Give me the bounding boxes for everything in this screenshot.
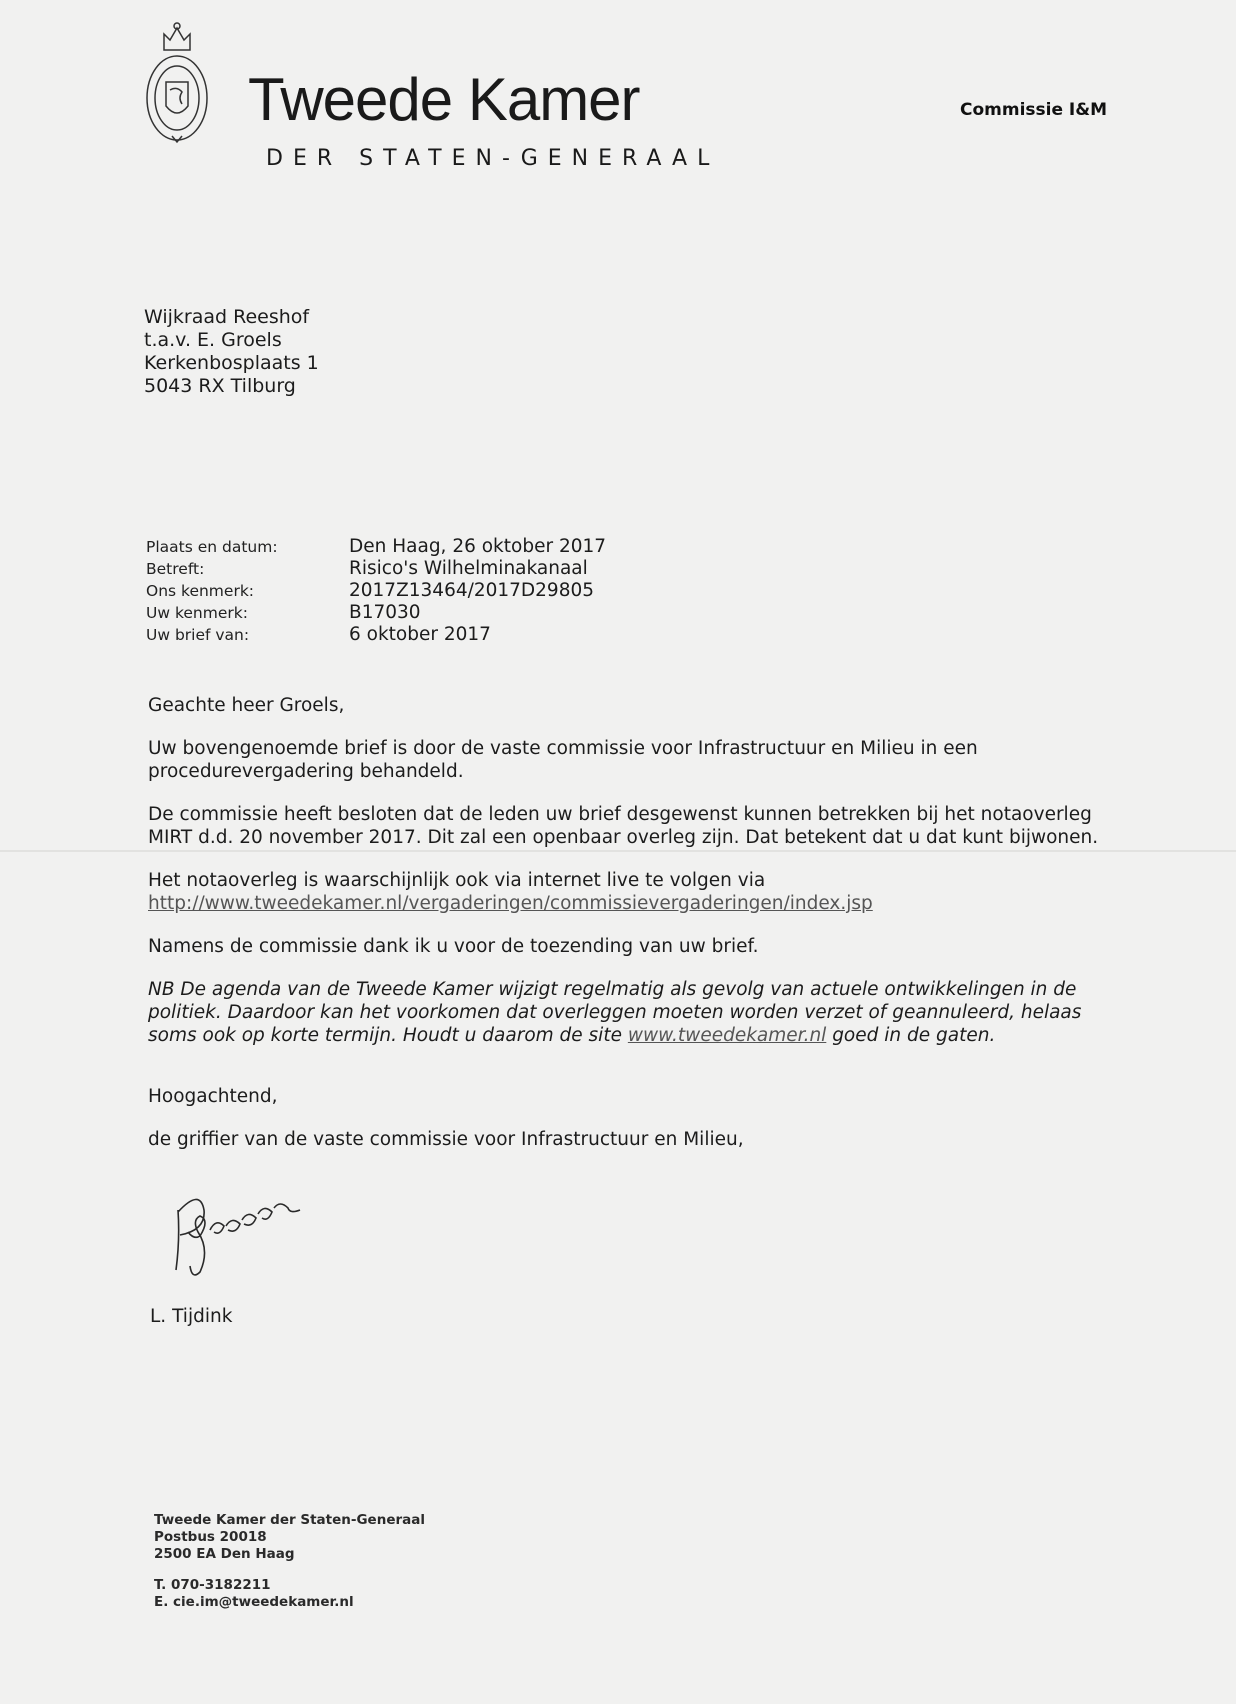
closing: Hoogachtend,: [148, 1086, 278, 1107]
recipient-line: Kerkenbosplaats 1: [144, 352, 319, 374]
meta-label: Plaats en datum:: [146, 538, 278, 556]
handwritten-signature: [170, 1180, 340, 1280]
nb-line: politiek. Daardoor kan het voorkomen dat overleggen moeten worden verzet of geannuleerd, helaas: [148, 1002, 1082, 1023]
sender-footer: [154, 1512, 425, 1611]
paragraph-line: procedurevergadering behandeld.: [148, 761, 464, 782]
coat-of-arms-icon: [142, 20, 212, 144]
signatory-name: L. Tijdink: [150, 1306, 233, 1327]
meta-label: Uw kenmerk:: [146, 604, 248, 622]
meta-label: Uw brief van:: [146, 626, 250, 644]
paragraph-line: MIRT d.d. 20 november 2017. Dit zal een openbaar overleg zijn. Dat betekent dat u dat kunt bijwonen.: [148, 827, 1099, 848]
nb-line: NB De agenda van de Tweede Kamer wijzigt regelmatig als gevolg van actuele ontwikkelingen in de: [148, 979, 1077, 1000]
meta-row: [146, 624, 606, 646]
letterhead-title: Tweede Kamer: [248, 66, 640, 133]
paragraph-line: Namens de commissie dank ik u voor de toezending van uw brief.: [148, 936, 759, 957]
footer-postbus: Postbus 20018: [154, 1529, 267, 1545]
letterhead-subtitle: DER STATEN-GENERAAL: [266, 146, 720, 171]
website-link[interactable]: www.tweedekamer.nl: [627, 1025, 827, 1046]
letter-body: [148, 694, 1148, 1151]
meta-label: Ons kenmerk:: [146, 582, 255, 600]
meta-row: [146, 558, 606, 580]
meta-row: [146, 602, 606, 624]
signatory-role: de griffier van de vaste commissie voor Infrastructuur en Milieu,: [148, 1129, 744, 1150]
meta-value: Risico's Wilhelminakanaal: [349, 558, 588, 579]
committee-meetings-link[interactable]: http://www.tweedekamer.nl/vergaderingen/commissievergaderingen/index.jsp: [148, 893, 873, 914]
paragraph-line: Het notaoverleg is waarschijnlijk ook via internet live te volgen via: [148, 870, 766, 891]
meta-value: 2017Z13464/2017D29805: [349, 580, 595, 601]
recipient-line: Wijkraad Reeshof: [144, 306, 310, 328]
recipient-line: 5043 RX Tilburg: [144, 375, 296, 397]
salutation: Geachte heer Groels,: [148, 695, 345, 716]
meta-row: [146, 536, 606, 558]
footer-phone: T. 070-3182211: [154, 1577, 271, 1593]
reference-block: [146, 536, 606, 646]
paragraph-line: Uw bovengenoemde brief is door de vaste commissie voor Infrastructuur en Milieu in een: [148, 738, 978, 759]
meta-row: [146, 580, 606, 602]
paragraph-line: De commissie heeft besloten dat de leden uw brief desgewenst kunnen betrekken bij het notaoverleg: [148, 804, 1092, 825]
committee-label: Commissie I&M: [960, 100, 1107, 120]
nb-line-end: goed in de gaten.: [826, 1025, 996, 1046]
meta-value: 6 oktober 2017: [349, 624, 491, 645]
meta-value: B17030: [349, 602, 421, 623]
footer-city: 2500 EA Den Haag: [154, 1546, 295, 1562]
footer-email: E. cie.im@tweedekamer.nl: [154, 1594, 354, 1610]
meta-label: Betreft:: [146, 560, 205, 578]
footer-org: Tweede Kamer der Staten-Generaal: [154, 1512, 425, 1528]
recipient-address: [144, 306, 319, 398]
meta-value: Den Haag, 26 oktober 2017: [349, 536, 607, 557]
nb-line-start: soms ook op korte termijn. Houdt u daarom de site: [148, 1025, 628, 1046]
recipient-line: t.a.v. E. Groels: [144, 329, 282, 351]
